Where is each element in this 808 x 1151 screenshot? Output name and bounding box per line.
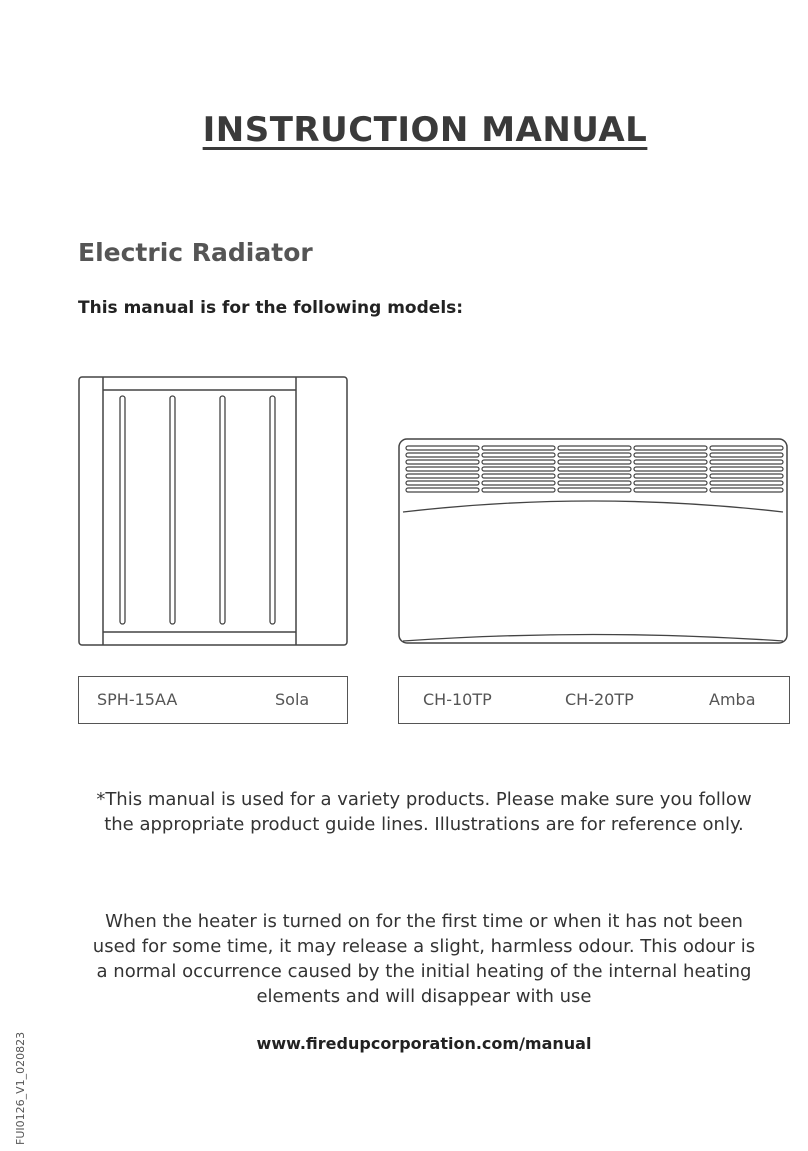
vent-slat [558,488,631,492]
vent-slat [558,453,631,457]
vent-slat [634,488,707,492]
convector-heater-illustration [398,438,790,646]
odour-line: elements and will disappear with use [256,986,592,1007]
model-ch-20tp: CH-20TP [565,690,634,709]
vent-slat [710,474,783,478]
models-label: This manual is for the following models: [78,298,464,318]
vent-slat [482,453,555,457]
vent-slat [558,474,631,478]
vent-slat [710,446,783,450]
model-sph-15aa: SPH-15AA [97,690,178,709]
vent-slat [634,467,707,471]
vent-slat [406,474,479,478]
vent-slat [634,453,707,457]
vent-slat [634,446,707,450]
vent-slat [710,488,783,492]
model-amba: Amba [709,690,756,709]
model-box-left [78,676,348,724]
vent-slat [710,453,783,457]
vent-slat [482,460,555,464]
vent-slat [558,446,631,450]
vent-slat [710,467,783,471]
vent-slat [406,467,479,471]
model-sola: Sola [275,690,310,709]
odour-line: used for some time, it may release a slight, harmless odour. This odour is [92,936,756,957]
vent-slat [406,446,479,450]
vent-slat [482,488,555,492]
document-code: FUI0126_V1_020823 [14,1031,27,1145]
page-title: INSTRUCTION MANUAL [202,110,648,150]
panel-radiator-illustration [78,376,348,646]
vent-slat [558,467,631,471]
model-ch-10tp: CH-10TP [423,690,492,709]
vent-slat [634,460,707,464]
disclaimer-note [40,787,808,837]
vent-slat [558,460,631,464]
odour-note [40,909,808,1009]
odour-line: a normal occurrence caused by the initial heating of the internal heating [96,961,752,982]
vent-slat [558,481,631,485]
vent-slat [710,460,783,464]
product-subtitle: Electric Radiator [78,238,313,267]
odour-line: When the heater is turned on for the first time or when it has not been [105,911,743,932]
vent-slat [406,460,479,464]
model-box-right [398,676,790,724]
vent-slat [634,481,707,485]
vent-slat [482,481,555,485]
vent-slat [482,467,555,471]
vent-slat [482,474,555,478]
disclaimer-line: the appropriate product guide lines. Illustrations are for reference only. [104,814,744,835]
manual-url[interactable]: www.firedupcorporation.com/manual [256,1034,592,1053]
vent-slat [406,488,479,492]
vent-slat [406,453,479,457]
disclaimer-line: *This manual is used for a variety products. Please make sure you follow [96,789,752,810]
vent-slat [482,446,555,450]
vent-slat [710,481,783,485]
vent-slat [406,481,479,485]
vent-slat [634,474,707,478]
